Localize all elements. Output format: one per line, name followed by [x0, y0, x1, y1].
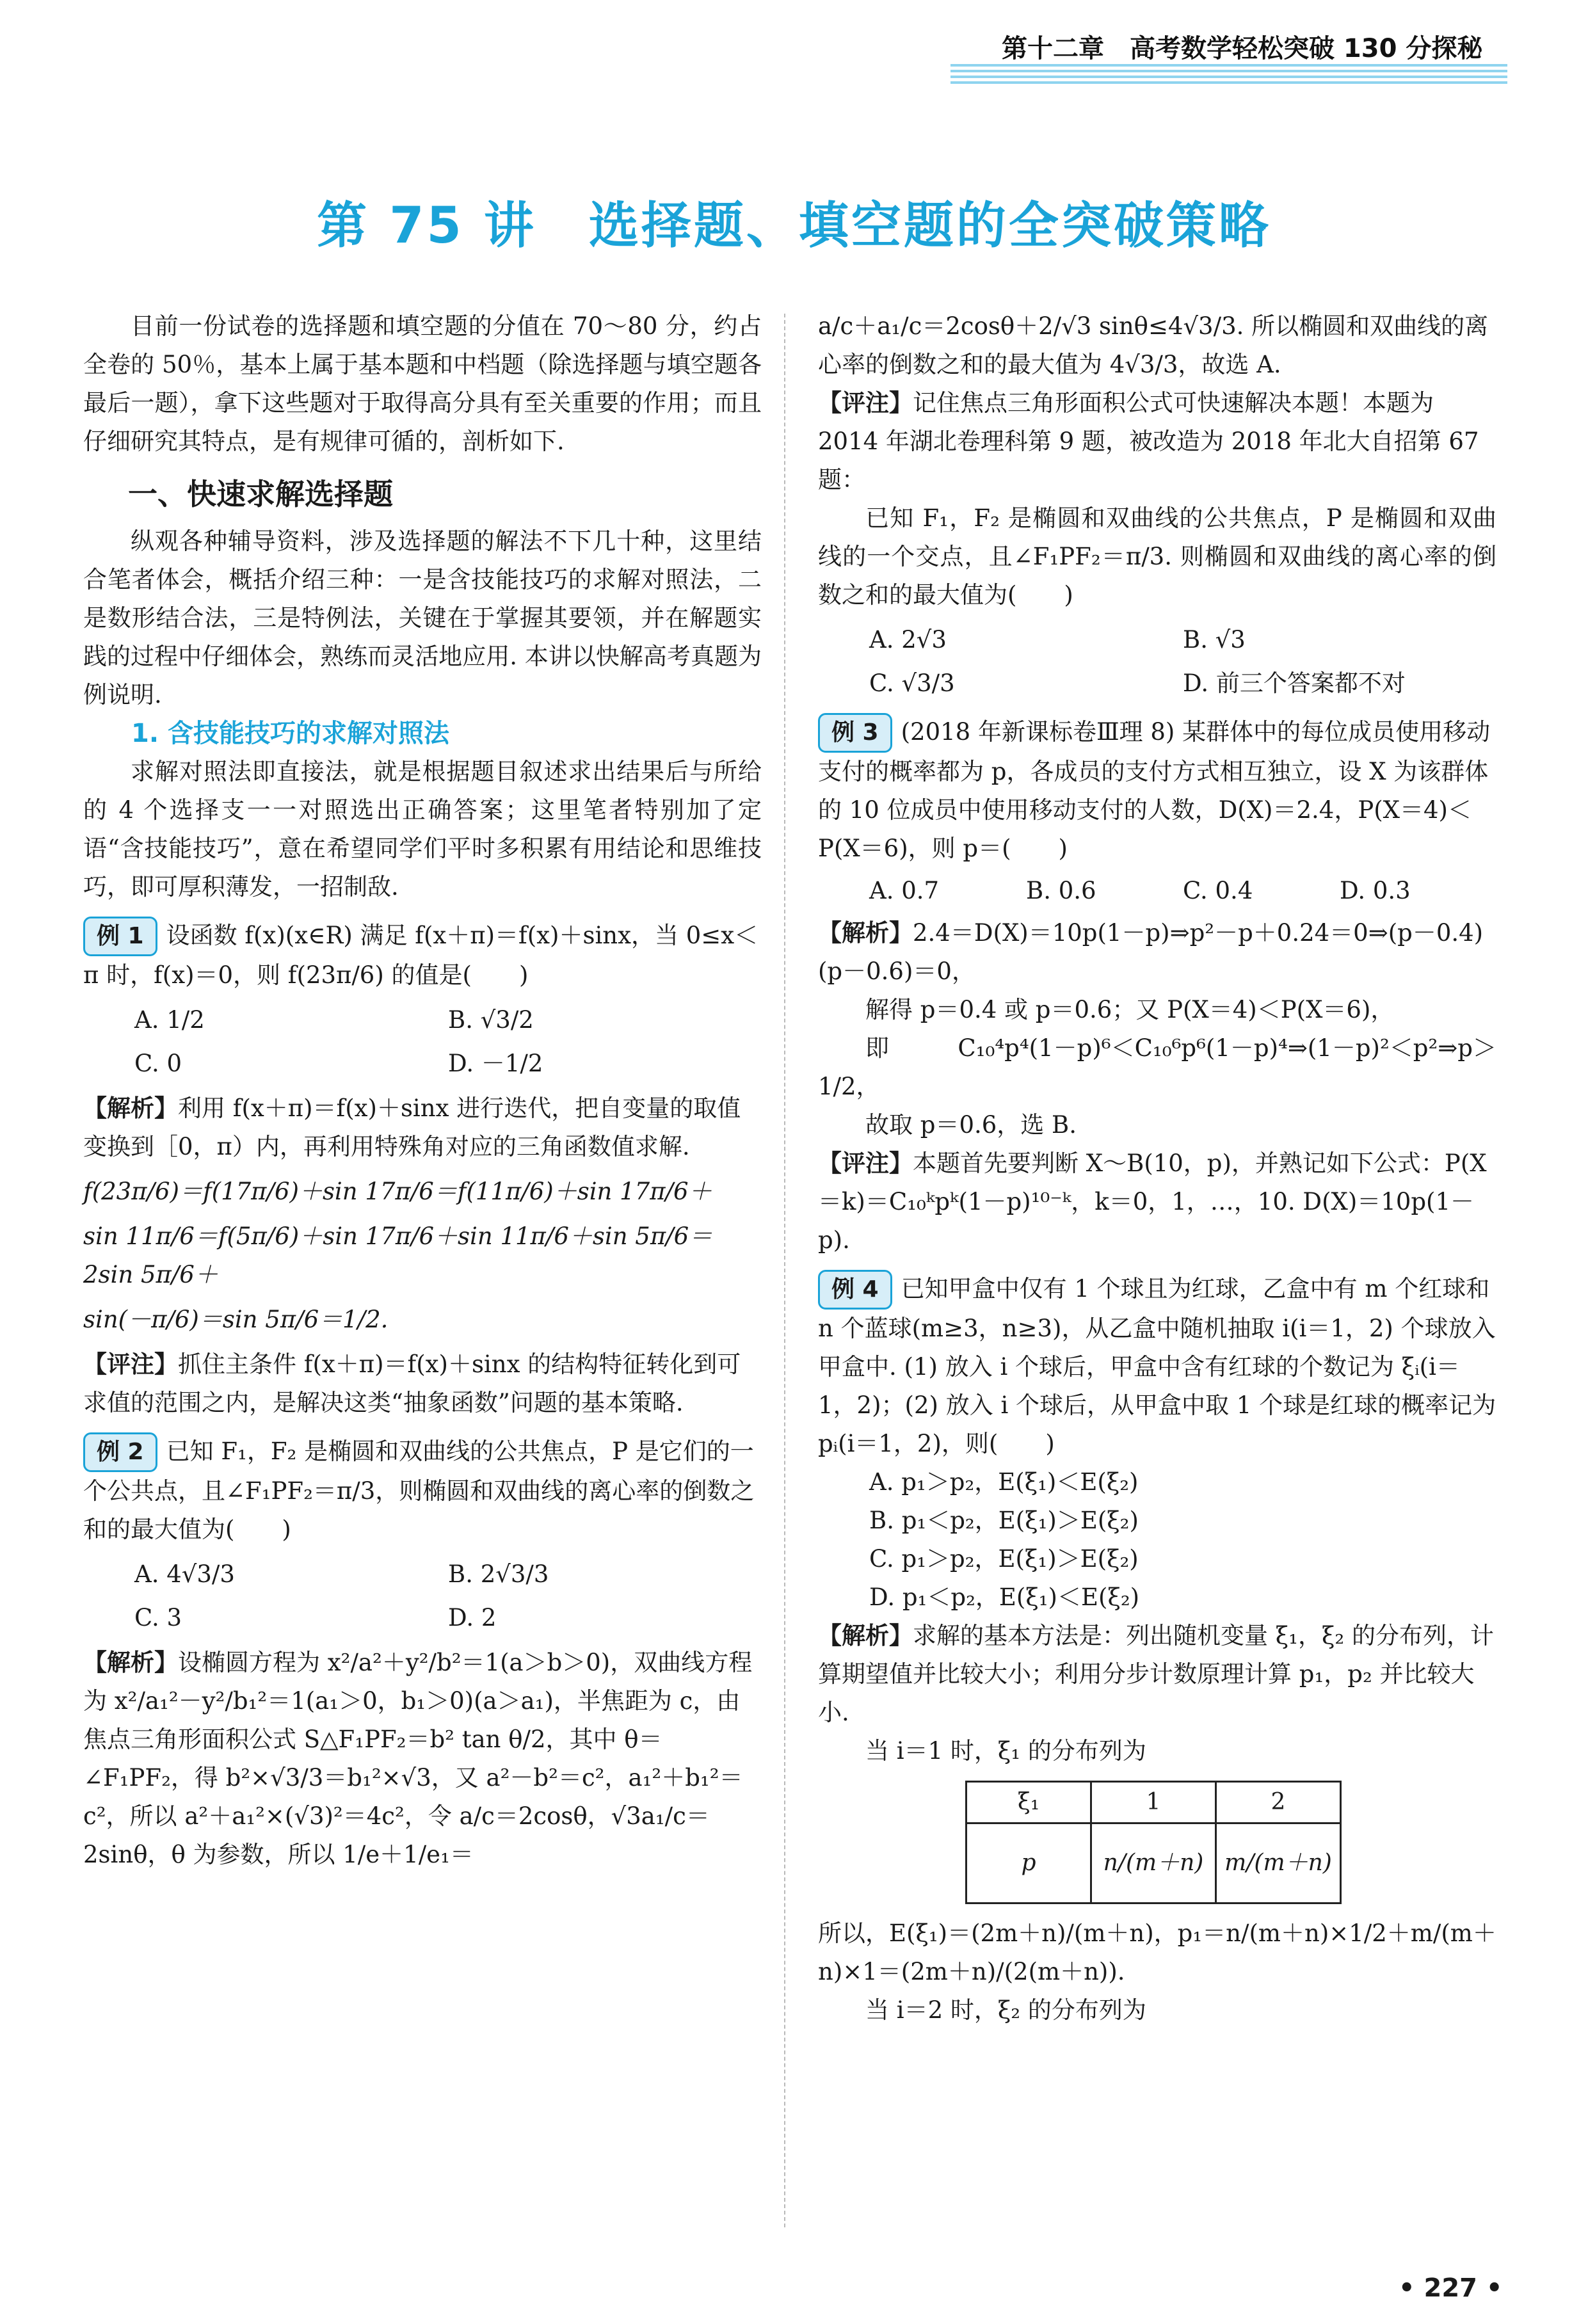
option-a: A. 2√3	[869, 626, 947, 653]
equation-line: f(23π/6)＝f(17π/6)＋sin 17π/6＝f(11π/6)＋sin 17π/6＋	[83, 1178, 712, 1205]
example-3	[818, 713, 1496, 868]
solution: 【解析】求解的基本方法是：列出随机变量 ξ₁，ξ₂ 的分布列，计算期望值并比较大小；利用分步计数原理计算 p₁，p₂ 并比较大小.	[818, 1622, 1494, 1726]
continuation: a/c＋a₁/c＝2cosθ＋2/√3 sinθ≤4√3/3. 所以椭圆和双曲线的离心率的倒数之和的最大值为 4√3/3，故选 A.	[818, 312, 1489, 378]
table-cell: n/(m＋n)	[1091, 1823, 1216, 1903]
option-d: D. p₁＜p₂，E(ξ₁)＜E(ξ₂)	[869, 1583, 1140, 1611]
option-d: D. －1/2	[448, 1050, 543, 1077]
table-cell: 1	[1091, 1782, 1216, 1823]
case-line: 当 i＝2 时，ξ₂ 的分布列为	[865, 1996, 1146, 2024]
option-c: C. 0.4	[1183, 877, 1253, 904]
option-b: B. 0.6	[1026, 877, 1096, 904]
option-b: B. √3	[1183, 626, 1246, 653]
example-text: (2018 年新课标卷Ⅲ理 8) 某群体中的每位成员使用移动支付的概率都为 p，各成员的支付方式相互独立，设 X 为该群体的 10 位成员中使用移动支付的人数，D(X)＝2.4，P(X＝4)＜P(X＝6)，则 p＝( )	[818, 718, 1491, 862]
distribution-table	[965, 1781, 1342, 1904]
solution-label: 【解析】	[818, 1622, 913, 1649]
example-tag: 例 4	[818, 1270, 892, 1310]
subsection-heading: 1. 含技能技巧的求解对照法	[131, 719, 449, 748]
option-c: C. 0	[134, 1050, 182, 1077]
table-cell: p	[966, 1823, 1091, 1903]
table-row	[966, 1823, 1341, 1903]
example-tag: 例 3	[818, 713, 892, 753]
option-c: C. √3/3	[869, 669, 955, 697]
example-tag: 例 2	[83, 1432, 157, 1472]
comment: 【评注】本题首先要判断 X～B(10，p)，并熟记如下公式：P(X＝k)＝C₁₀ᵏpᵏ(1－p)¹⁰⁻ᵏ，k＝0，1，…，10. D(X)＝10p(1－p).	[818, 1150, 1487, 1254]
solution: 【解析】设椭圆方程为 x²/a²＋y²/b²＝1(a＞b＞0)，双曲线方程为 x²/a₁²－y²/b₁²＝1(a₁＞0，b₁＞0)(a＞a₁)，半焦距为 c，由焦点三角形面积公式 S△F₁PF₂＝b² tan θ/2，其中 θ＝∠F₁PF₂，得 b²×√3/3＝b₁²×√3，又 a²－b²＝c²，a₁²＋b₁²＝c²，所以 a²＋a₁²×(√3)²＝4c²，令 a/c＝2cosθ，√3a₁/c＝2sinθ，θ 为参数，所以 1/e＋1/e₁＝	[83, 1649, 753, 1868]
running-header	[950, 20, 1507, 63]
option-d: D. 0.3	[1340, 877, 1411, 904]
example-1	[83, 917, 762, 995]
options	[818, 872, 1496, 910]
page-number: • 227 •	[1399, 2273, 1503, 2303]
options	[818, 621, 1496, 703]
original-problem: 已知 F₁，F₂ 是椭圆和双曲线的公共焦点，P 是椭圆和双曲线的一个交点，且∠F₁PF₂＝π/3. 则椭圆和双曲线的离心率的倒数之和的最大值为( )	[818, 504, 1496, 609]
result-line: 所以，E(ξ₁)＝(2m＋n)/(m＋n)，p₁＝n/(m＋n)×1/2＋m/(m＋n)×1＝(2m＋n)/(2(m＋n)).	[818, 1919, 1496, 1985]
option-d: D. 前三个答案都不对	[1183, 669, 1406, 697]
lecture-title: 第 75 讲 选择题、填空题的全突破策略	[317, 197, 1271, 255]
example-text: 已知甲盒中仅有 1 个球且为红球，乙盒中有 m 个红球和 n 个蓝球(m≥3，n≥3)，从乙盒中随机抽取 i(i＝1，2) 个球放入甲盒中. (1) 放入 i 个球后，甲盒中含有红球的个数记为 ξᵢ(i＝1，2)；(2) 放入 i 个球后，从甲盒中取 1 个球是红球的概率记为 pᵢ(i＝1，2)，则( )	[818, 1275, 1496, 1457]
option-c: C. p₁＞p₂，E(ξ₁)＞E(ξ₂)	[869, 1545, 1139, 1573]
header-stripes	[950, 64, 1507, 87]
comment-label: 【评注】	[818, 389, 913, 417]
case-line: 当 i＝1 时，ξ₁ 的分布列为	[865, 1737, 1146, 1765]
section-paragraph: 纵观各种辅导资料，涉及选择题的解法不下几十种，这里结合笔者体会，概括介绍三种：一是含技能技巧的求解对照法，二是数形结合法，三是特例法，关键在于掌握其要领，并在解题实践的过程中仔细体会，熟练而灵活地应用. 本讲以快解高考真题为例说明.	[83, 527, 762, 709]
example-tag: 例 1	[83, 917, 157, 956]
option-b: B. 2√3/3	[448, 1560, 549, 1588]
intro-paragraph: 目前一份试卷的选择题和填空题的分值在 70～80 分，约占全卷的 50％，基本上属于基本题和中档题（除选择题与填空题各最后一题），拿下这些题对于取得高分具有至关重要的作用；而且仔细研究其特点，是有规律可循的，剖析如下.	[83, 312, 762, 455]
comment: 【评注】记住焦点三角形面积公式可快速解决本题！本题为 2014 年湖北卷理科第 9 题，被改造为 2018 年北大自招第 67 题：	[818, 389, 1479, 493]
column-divider	[784, 314, 785, 2227]
solution-label: 【解析】	[83, 1649, 178, 1676]
solution-label: 【解析】	[83, 1094, 178, 1122]
table-row	[966, 1782, 1341, 1823]
comment-label: 【评注】	[83, 1350, 178, 1378]
solution-label: 【解析】	[818, 919, 913, 947]
option-a: A. 0.7	[869, 877, 940, 904]
subsection-paragraph: 求解对照法即直接法，就是根据题目叙述求出结果后与所给的 4 个选择支一一对照选出正确答案；这里笔者特别加了定语“含技能技巧”，意在希望同学们平时多积累有用结论和思维技巧，即可厚积薄发，一招制敌.	[83, 758, 762, 901]
option-a: A. 1/2	[134, 1006, 205, 1034]
options	[83, 1555, 762, 1637]
table-cell: ξ₁	[966, 1782, 1091, 1823]
example-text: 设函数 f(x)(x∈R) 满足 f(x＋π)＝f(x)＋sinx，当 0≤x＜π 时，f(x)＝0，则 f(23π/6) 的值是( )	[83, 922, 758, 989]
option-b: B. p₁＜p₂，E(ξ₁)＞E(ξ₂)	[869, 1507, 1139, 1534]
option-d: D. 2	[448, 1604, 497, 1631]
equation-line: sin 11π/6＝f(5π/6)＋sin 17π/6＋sin 11π/6＋sin 5π/6＝2sin 5π/6＋	[83, 1222, 713, 1288]
option-b: B. √3/2	[448, 1006, 534, 1034]
solution: 【解析】2.4＝D(X)＝10p(1－p)⇒p²－p＋0.24＝0⇒(p－0.4)(p－0.6)＝0，	[818, 919, 1484, 985]
comment-label: 【评注】	[818, 1150, 913, 1177]
solution-line: 故取 p＝0.6，选 B.	[865, 1111, 1077, 1139]
example-4	[818, 1270, 1496, 1463]
options	[818, 1463, 1496, 1617]
left-column	[83, 307, 762, 1874]
comment: 【评注】抓住主条件 f(x＋π)＝f(x)＋sinx 的结构特征转化到可求值的范围之内，是解决这类“抽象函数”问题的基本策略.	[83, 1350, 741, 1416]
equation-line: sin(－π/6)＝sin 5π/6＝1/2.	[83, 1306, 389, 1333]
section-heading: 一、快速求解选择题	[128, 477, 393, 511]
right-column	[818, 307, 1496, 2030]
example-2	[83, 1432, 762, 1549]
solution: 【解析】利用 f(x＋π)＝f(x)＋sinx 进行迭代，把自变量的取值变换到［0，π）内，再利用特殊角对应的三角函数值求解.	[83, 1094, 741, 1160]
solution-line: 即 C₁₀⁴p⁴(1－p)⁶＜C₁₀⁶p⁶(1－p)⁴⇒(1－p)²＜p²⇒p＞1/2，	[818, 1034, 1496, 1100]
chapter-header: 第十二章 高考数学轻松突破 130 分探秘	[1002, 34, 1483, 63]
option-a: A. 4√3/3	[134, 1560, 235, 1588]
option-a: A. p₁＞p₂，E(ξ₁)＜E(ξ₂)	[869, 1468, 1139, 1496]
table-cell: m/(m＋n)	[1216, 1823, 1341, 1903]
option-c: C. 3	[134, 1604, 182, 1631]
example-text: 已知 F₁，F₂ 是椭圆和双曲线的公共焦点，P 是它们的一个公共点，且∠F₁PF₂＝π/3，则椭圆和双曲线的离心率的倒数之和的最大值为( )	[83, 1438, 755, 1543]
options	[83, 1001, 762, 1083]
solution-line: 解得 p＝0.4 或 p＝0.6；又 P(X＝4)＜P(X＝6)，	[865, 996, 1395, 1023]
table-cell: 2	[1216, 1782, 1341, 1823]
